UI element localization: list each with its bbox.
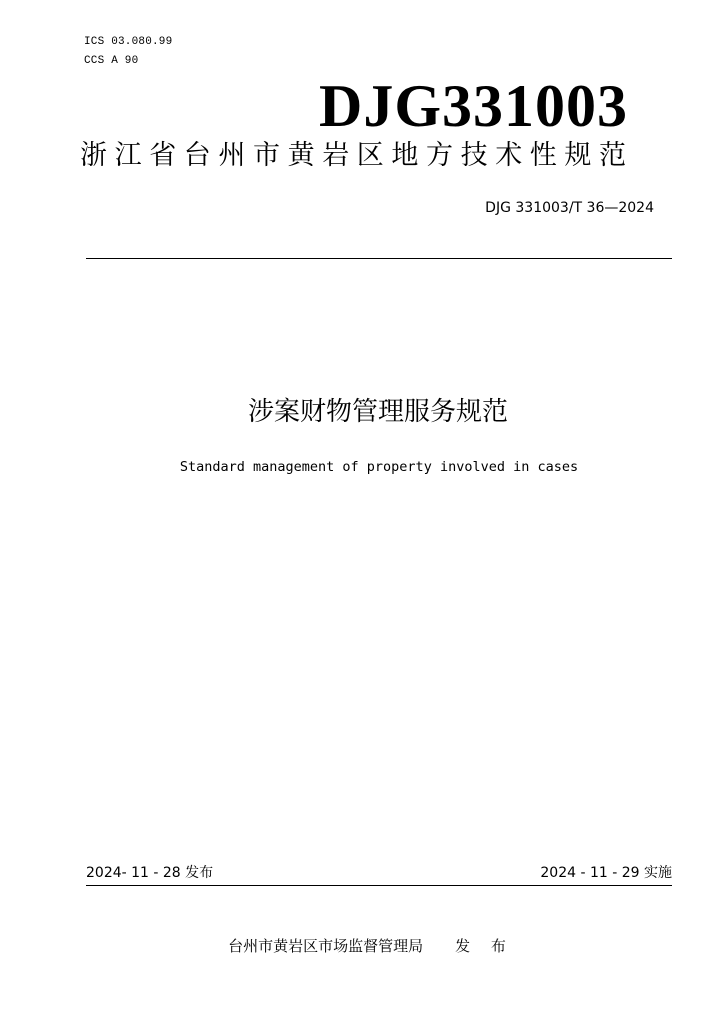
top-divider <box>86 258 672 259</box>
bottom-divider <box>86 885 672 886</box>
issue-date: 2024- 11 - 28 发布 <box>86 865 214 881</box>
standard-code-logo: DJG331003 <box>319 73 628 139</box>
standard-number: DJG 331003/T 36—2024 <box>485 200 654 216</box>
ics-code: ICS 03.080.99 <box>84 36 173 48</box>
publish-label: 发 布 <box>455 937 514 955</box>
publisher-line <box>0 936 724 956</box>
ccs-code: CCS A 90 <box>84 55 139 67</box>
publisher-name: 台州市黄岩区市场监督管理局 <box>228 937 424 955</box>
standard-type-title: 浙江省台州市黄岩区地方技术性规范 <box>80 140 634 171</box>
document-title-chinese: 涉案财物管理服务规范 <box>247 397 508 427</box>
document-title-english: Standard management of property involved in cases <box>179 459 579 475</box>
implementation-date: 2024 - 11 - 29 实施 <box>540 865 672 881</box>
